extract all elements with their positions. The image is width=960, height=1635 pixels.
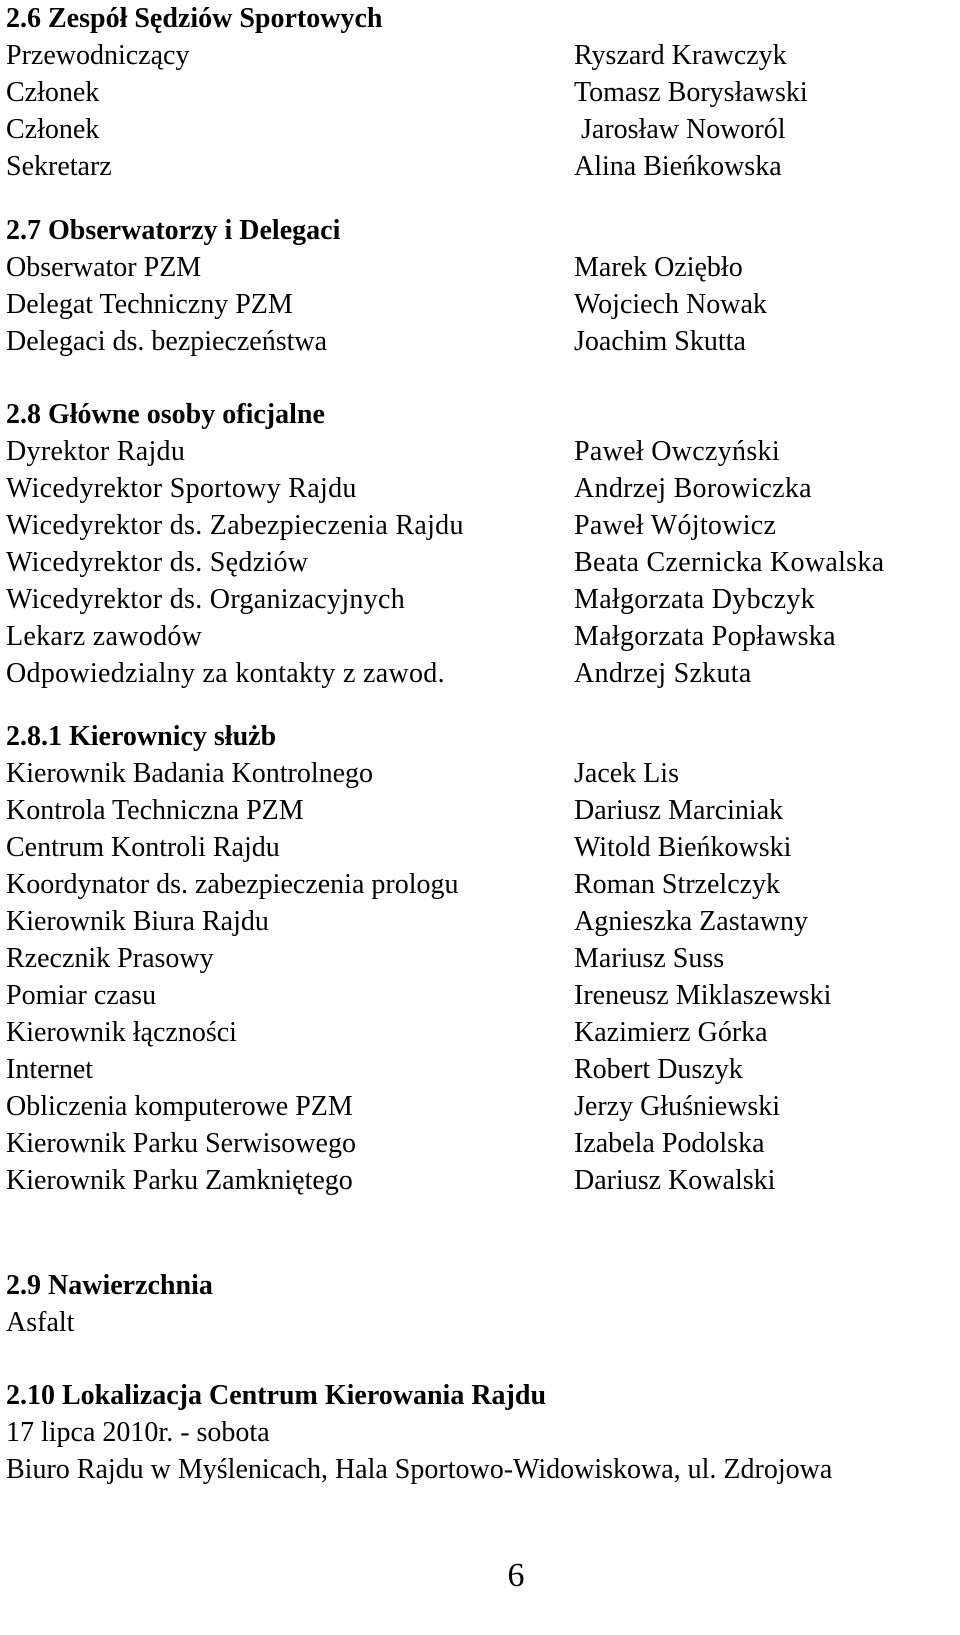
list-item [6,1162,956,1199]
list-item [6,1088,956,1125]
person-name: Izabela Podolska [574,1128,765,1159]
list-item [6,977,956,1014]
surface-value: Asfalt [6,1307,75,1338]
role-label: Delegaci ds. bezpieczeństwa [6,326,328,357]
list-item [6,581,956,618]
role-label: Dyrektor Rajdu [6,436,186,467]
role-label: Rzecznik Prasowy [6,943,214,974]
section-heading: 2.8.1 Kierownicy służb [6,721,277,752]
role-label: Lekarz zawodów [6,621,203,652]
role-label: Wicedyrektor Sportowy Rajdu [6,473,357,504]
person-name: Agnieszka Zastawny [574,906,809,937]
person-name: Jarosław Noworól [574,114,786,145]
list-item [6,544,956,581]
person-name: Witold Bieńkowski [574,832,792,863]
list-item [6,507,956,544]
list-item [6,940,956,977]
person-name: Małgorzata Popławska [574,621,836,652]
person-name: Małgorzata Dybczyk [574,584,815,615]
list-item [6,618,956,655]
person-name: Dariusz Kowalski [574,1165,776,1196]
person-name: Jerzy Głuśniewski [574,1091,781,1122]
list-item [6,286,956,323]
role-label: Wicedyrektor ds. Sędziów [6,547,309,578]
list-item [6,755,956,792]
role-label: Kierownik Biura Rajdu [6,906,269,937]
list-item [6,249,956,286]
list-item [6,655,956,692]
role-label: Członek [6,114,100,145]
person-name: Andrzej Borowiczka [574,473,812,504]
list-item [6,1125,956,1162]
role-label: Centrum Kontroli Rajdu [6,832,280,863]
list-item [6,829,956,866]
role-label: Kierownik Parku Zamkniętego [6,1165,353,1196]
role-label: Członek [6,77,100,108]
section-heading: 2.8 Główne osoby oficjalne [6,399,325,430]
person-name: Paweł Owczyński [574,436,780,467]
person-name: Kazimierz Górka [574,1017,768,1048]
list-item [6,866,956,903]
role-label: Pomiar czasu [6,980,157,1011]
person-name: Robert Duszyk [574,1054,743,1085]
role-label: Kontrola Techniczna PZM [6,795,304,826]
role-label: Kierownik łączności [6,1017,237,1048]
list-item [6,470,956,507]
person-name: Joachim Skutta [574,326,746,357]
person-name: Mariusz Suss [574,943,725,974]
role-label: Odpowiedzialny za kontakty z zawod. [6,658,445,689]
role-label: Wicedyrektor ds. Organizacyjnych [6,584,406,615]
person-name: Ireneusz Miklaszewski [574,980,832,1011]
section-heading: 2.9 Nawierzchnia [6,1270,213,1301]
list-item [6,903,956,940]
section-observers [6,213,956,360]
person-name: Alina Bieńkowska [574,151,782,182]
section-surface [6,1268,956,1341]
person-name: Marek Oziębło [574,252,743,283]
list-item [6,148,956,185]
location-address: Biuro Rajdu w Myślenicach, Hala Sportowo-Widowiskowa, ul. Zdrojowa [6,1454,833,1485]
list-item [6,792,956,829]
person-name: Wojciech Nowak [574,289,767,320]
section-heading: 2.7 Obserwatorzy i Delegaci [6,215,341,246]
list-item [6,1051,956,1088]
section-main-officials [6,397,956,692]
list-item [6,433,956,470]
role-label: Obserwator PZM [6,252,202,283]
person-name: Dariusz Marciniak [574,795,784,826]
person-name: Ryszard Krawczyk [574,40,787,71]
list-item [6,111,956,148]
person-name: Jacek Lis [574,758,679,789]
page-number: 6 [507,1557,525,1594]
location-date: 17 lipca 2010r. - sobota [6,1417,270,1448]
person-name: Paweł Wójtowicz [574,510,777,541]
list-item [6,74,956,111]
role-label: Kierownik Parku Serwisowego [6,1128,356,1159]
section-judges [6,1,956,185]
person-name: Roman Strzelczyk [574,869,781,900]
person-name: Andrzej Szkuta [574,658,752,689]
role-label: Przewodniczący [6,40,190,71]
section-service-heads [6,719,956,1199]
role-label: Internet [6,1054,94,1085]
role-label: Sekretarz [6,151,112,182]
section-heading: 2.6 Zespół Sędziów Sportowych [6,3,383,34]
person-name: Tomasz Borysławski [574,77,808,108]
role-label: Koordynator ds. zabezpieczenia prologu [6,869,459,900]
list-item [6,37,956,74]
list-item [6,1014,956,1051]
role-label: Kierownik Badania Kontrolnego [6,758,374,789]
person-name: Beata Czernicka Kowalska [574,547,885,578]
role-label: Obliczenia komputerowe PZM [6,1091,353,1122]
list-item [6,323,956,360]
section-heading: 2.10 Lokalizacja Centrum Kierowania Rajdu [6,1380,547,1411]
role-label: Wicedyrektor ds. Zabezpieczenia Rajdu [6,510,464,541]
section-location [6,1378,956,1488]
role-label: Delegat Techniczny PZM [6,289,293,320]
